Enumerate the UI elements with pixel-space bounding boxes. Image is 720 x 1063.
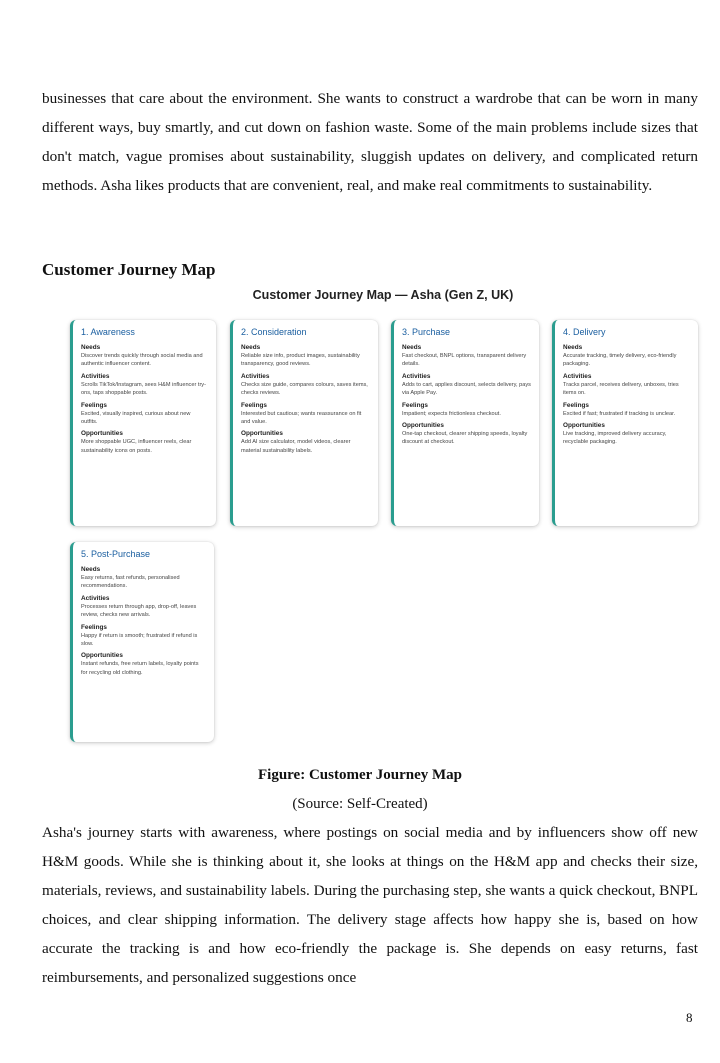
activities-text: Tracks parcel, receives delivery, unboxes, tries items on.	[563, 381, 679, 397]
stage-card-purchase	[391, 320, 539, 526]
needs-label: Needs	[81, 344, 101, 351]
needs-label: Needs	[402, 344, 422, 351]
needs-label: Needs	[241, 344, 261, 351]
needs-text: Discover trends quickly through social media and authentic influencer content.	[81, 353, 203, 368]
feelings-label: Feelings	[81, 401, 107, 409]
feelings-text: Impatient; expects frictionless checkout.	[402, 410, 501, 417]
stage-title: 3. Purchase	[402, 327, 451, 337]
stage-title: 4. Delivery	[563, 327, 606, 337]
activities-text: Checks size guide, compares colours, saves items, checks reviews.	[241, 381, 368, 397]
activities-label: Activities	[81, 372, 110, 380]
opportunities-label: Opportunities	[402, 422, 444, 430]
activities-label: Activities	[402, 372, 431, 380]
opportunities-text: One-tap checkout, clearer shipping speeds, loyalty discount at checkout.	[402, 431, 528, 446]
body-paragraph-bottom: Asha's journey starts with awareness, where postings on social media and by influencers show off new H&M goods. While she is thinking about it, she looks at things on the H&M app and checks their size, materials, reviews, and sustainability labels. During the purchasing step, she wants a quick checkout, BNPL choices, and clear shipping information. The delivery stage affects how happy she is, based on how accurate the tracking is and how eco-friendly the package is. She depends on easy returns, fast reimbursements, and personalized suggestions once	[42, 824, 698, 986]
opportunities-text: Live tracking, improved delivery accuracy, recyclable packaging.	[563, 431, 667, 446]
body-paragraph-top: businesses that care about the environment. She wants to construct a wardrobe that can be worn in many different ways, buy smartly, and cut down on fashion waste. Some of the main problems include sizes that don't match, vague promises about sustainability, sluggish updates on delivery, and complicated return methods. Asha likes products that are convenient, real, and make real commitments to sustainability.	[42, 90, 698, 194]
activities-text: Processes return through app, drop-off, leaves review, checks new arrivals.	[81, 603, 197, 619]
needs-text: Easy returns, fast refunds, personalised recommendations.	[81, 575, 180, 590]
page-number: 8	[686, 1010, 693, 1025]
opportunities-label: Opportunities	[241, 430, 283, 438]
figure-source: (Source: Self-Created)	[292, 796, 428, 812]
feelings-text: Excited if fast; frustrated if tracking is unclear.	[563, 410, 676, 417]
needs-text: Accurate tracking, timely delivery, eco-friendly packaging.	[563, 353, 677, 368]
opportunities-text: More shoppable UGC, influencer reels, clear sustainability icons on posts.	[81, 439, 192, 454]
journey-map-figure	[62, 284, 704, 750]
activities-label: Activities	[241, 372, 270, 380]
feelings-label: Feelings	[402, 401, 428, 409]
activities-label: Activities	[563, 372, 592, 380]
stage-title: 2. Consideration	[241, 327, 307, 337]
feelings-label: Feelings	[81, 623, 107, 631]
activities-label: Activities	[81, 594, 110, 602]
feelings-text: Happy if return is smooth; frustrated if refund is slow.	[81, 632, 198, 648]
stage-card-awareness	[70, 320, 216, 526]
stage-title: 5. Post-Purchase	[81, 549, 151, 559]
needs-label: Needs	[81, 566, 101, 573]
opportunities-label: Opportunities	[81, 430, 123, 438]
stage-card-post-purchase	[70, 542, 214, 742]
feelings-text: Excited, visually inspired, curious about new outfits.	[81, 410, 191, 426]
opportunities-text: Add AI size calculator, model videos, clearer material sustainability labels.	[241, 439, 351, 454]
stage-title: 1. Awareness	[81, 327, 135, 337]
needs-text: Fast checkout, BNPL options, transparent delivery details.	[402, 353, 527, 368]
stage-card-consideration	[230, 320, 378, 526]
feelings-label: Feelings	[563, 401, 589, 409]
activities-text: Scrolls TikTok/Instagram, sees H&M influencer try-ons, taps shoppable posts.	[81, 381, 206, 397]
opportunities-label: Opportunities	[81, 652, 123, 660]
figure-caption: Figure: Customer Journey Map	[257, 767, 462, 783]
needs-label: Needs	[563, 344, 583, 351]
opportunities-text: Instant refunds, free return labels, loyalty points for recycling old clothing.	[81, 661, 199, 676]
activities-text: Adds to cart, applies discount, selects delivery, pays via Apple Pay.	[402, 381, 531, 397]
needs-text: Reliable size info, product images, sustainability transparency, good reviews.	[241, 353, 360, 368]
stage-card-delivery	[552, 320, 698, 526]
opportunities-label: Opportunities	[563, 422, 605, 430]
feelings-text: Interested but cautious; wants reassurance on fit and value.	[241, 410, 362, 426]
section-heading: Customer Journey Map	[42, 260, 216, 279]
figure-title: Customer Journey Map — Asha (Gen Z, UK)	[252, 288, 514, 302]
feelings-label: Feelings	[241, 401, 267, 409]
